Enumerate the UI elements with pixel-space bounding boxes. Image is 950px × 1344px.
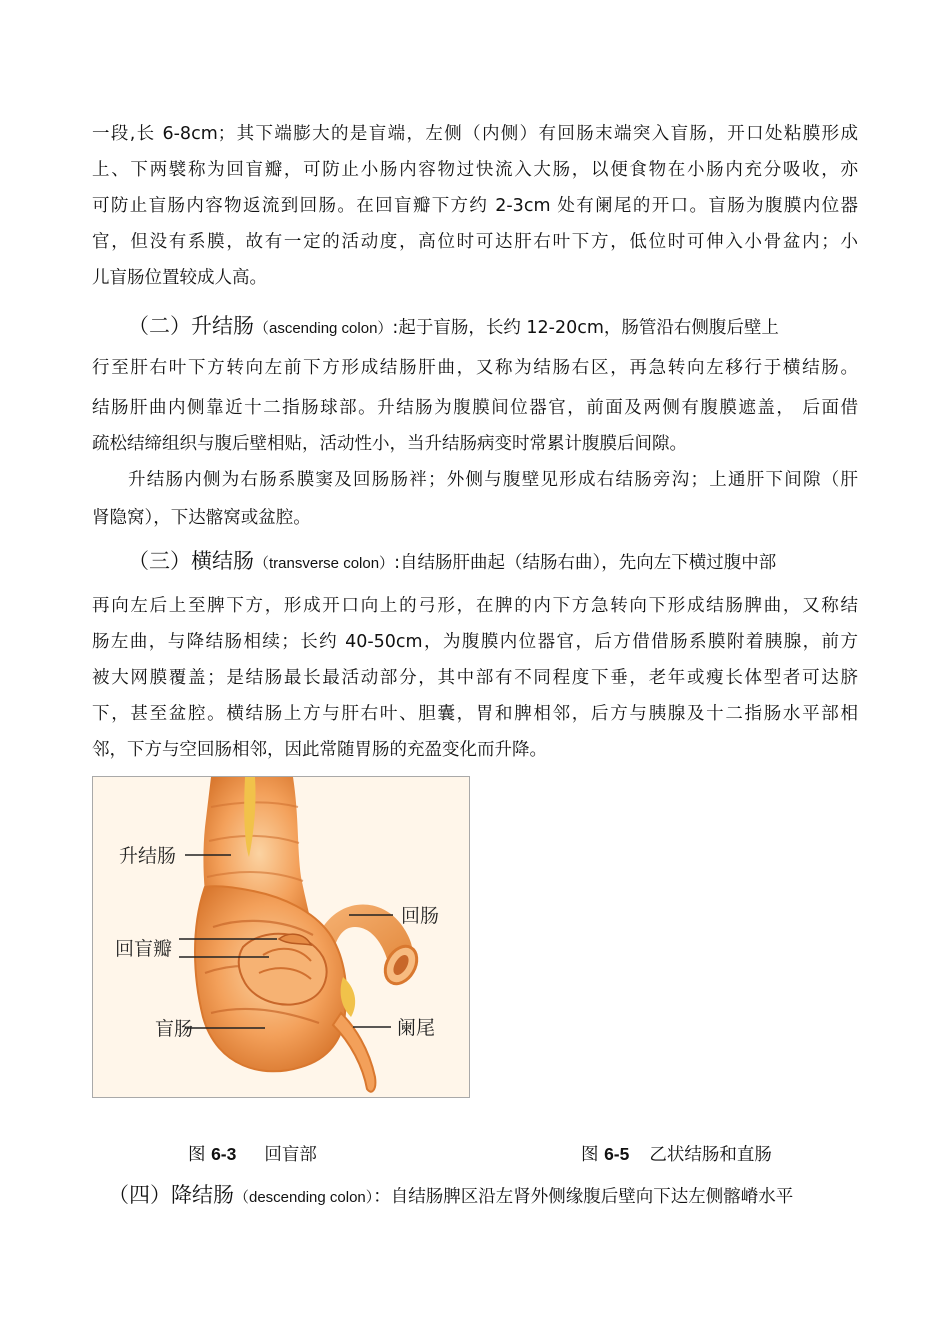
paragraph-line: 上、下两襞称为回盲瓣，可防止小肠内容物过快流入大肠，以便食物在小肠内充分吸收，亦 — [92, 160, 858, 180]
section-title: 降结肠 — [171, 1183, 234, 1207]
caption-title: 回盲部 — [264, 1145, 317, 1165]
figure-caption-6-5 — [581, 1141, 772, 1166]
paragraph-line: 再向左后上至脾下方，形成开口向上的弓形，在脾的内下方急转向下形成结肠脾曲，又称结 — [92, 596, 858, 616]
caption-title: 乙状结肠和直肠 — [649, 1145, 772, 1165]
paragraph-text: :自结肠肝曲起（结肠右曲），先向左下横过腹中部 — [394, 553, 777, 573]
section-english-term: （ascending colon） — [254, 320, 393, 337]
ileocecal-figure — [92, 776, 470, 1098]
section-number: （四） — [108, 1183, 171, 1207]
label-ileum: 回肠 — [401, 905, 440, 927]
label-ileocecal-valve: 回盲瓣 — [115, 938, 173, 960]
figure-caption-6-3 — [188, 1141, 317, 1166]
paragraph-text: ：自结肠脾区沿左肾外侧缘腹后壁向下达左侧髂嵴水平 — [373, 1187, 794, 1207]
paragraph-line: 升结肠内侧为右肠系膜窦及回肠肠袢；外侧与腹壁见形成右结肠旁沟；上通肝下间隙（肝 — [128, 470, 858, 490]
section-heading-descending — [108, 1183, 793, 1210]
paragraph-line: 肠左曲，与降结肠相续；长约 40-50cm，为腹膜内位器官，后方借借肠系膜附着胰腺，前方 — [92, 632, 858, 652]
caption-number: 6-3 — [211, 1144, 237, 1164]
caption-prefix: 图 — [188, 1145, 212, 1165]
paragraph-line: 肾隐窝），下达髂窝或盆腔。 — [92, 508, 311, 528]
section-heading-ascending — [128, 314, 779, 341]
section-heading-transverse — [128, 549, 776, 576]
label-cecum: 盲肠 — [155, 1018, 194, 1040]
appendix-shape — [333, 1013, 375, 1092]
paragraph-line: 结肠肝曲内侧靠近十二指肠球部。升结肠为腹膜间位器官，前面及两侧有腹膜遮盖， 后面借 — [92, 398, 858, 418]
paragraph-line: 一段,长 6-8cm；其下端膨大的是盲端，左侧（内侧）有回肠末端突入盲肠，开口处粘膜形成 — [92, 124, 858, 144]
paragraph-line: 邻，下方与空回肠相邻，因此常随胃肠的充盈变化而升降。 — [92, 740, 547, 760]
label-appendix: 阑尾 — [397, 1017, 436, 1039]
paragraph-line: 官，但没有系膜，故有一定的活动度，高位时可达肝右叶下方，低位时可伸入小骨盆内；小 — [92, 232, 858, 252]
section-english-term: （descending colon） — [234, 1189, 374, 1206]
caption-number: 6-5 — [604, 1144, 630, 1164]
paragraph-line: 被大网膜覆盖；是结肠最长最活动部分，其中部有不同程度下垂，老年或瘦长体型者可达脐 — [92, 668, 858, 688]
section-number: （二） — [128, 314, 191, 338]
section-number: （三） — [128, 549, 191, 573]
paragraph-line: 可防止盲肠内容物返流到回肠。在回盲瓣下方约 2-3cm 处有阑尾的开口。盲肠为腹膜内位器 — [92, 196, 858, 216]
section-english-term: （transverse colon） — [254, 555, 395, 572]
section-title: 升结肠 — [191, 314, 254, 338]
caption-prefix: 图 — [581, 1145, 605, 1165]
paragraph-line: 疏松结缔组织与腹后壁相贴，活动性小，当升结肠病变时常累计腹膜后间隙。 — [92, 434, 687, 454]
paragraph-line: 儿盲肠位置较成人高。 — [92, 268, 267, 288]
section-title: 横结肠 — [191, 549, 254, 573]
paragraph-line: 下，甚至盆腔。横结肠上方与肝右叶、胆囊，胃和脾相邻，后方与胰腺及十二指肠水平部相 — [92, 704, 858, 724]
ileocecal-illustration — [93, 777, 469, 1097]
paragraph-text: :起于盲肠，长约 12-20cm，肠管沿右侧腹后壁上 — [392, 318, 779, 338]
paragraph-line: 行至肝右叶下方转向左前下方形成结肠肝曲，又称为结肠右区，再急转向左移行于横结肠。 — [92, 358, 858, 378]
label-ascending-colon: 升结肠 — [119, 845, 177, 867]
